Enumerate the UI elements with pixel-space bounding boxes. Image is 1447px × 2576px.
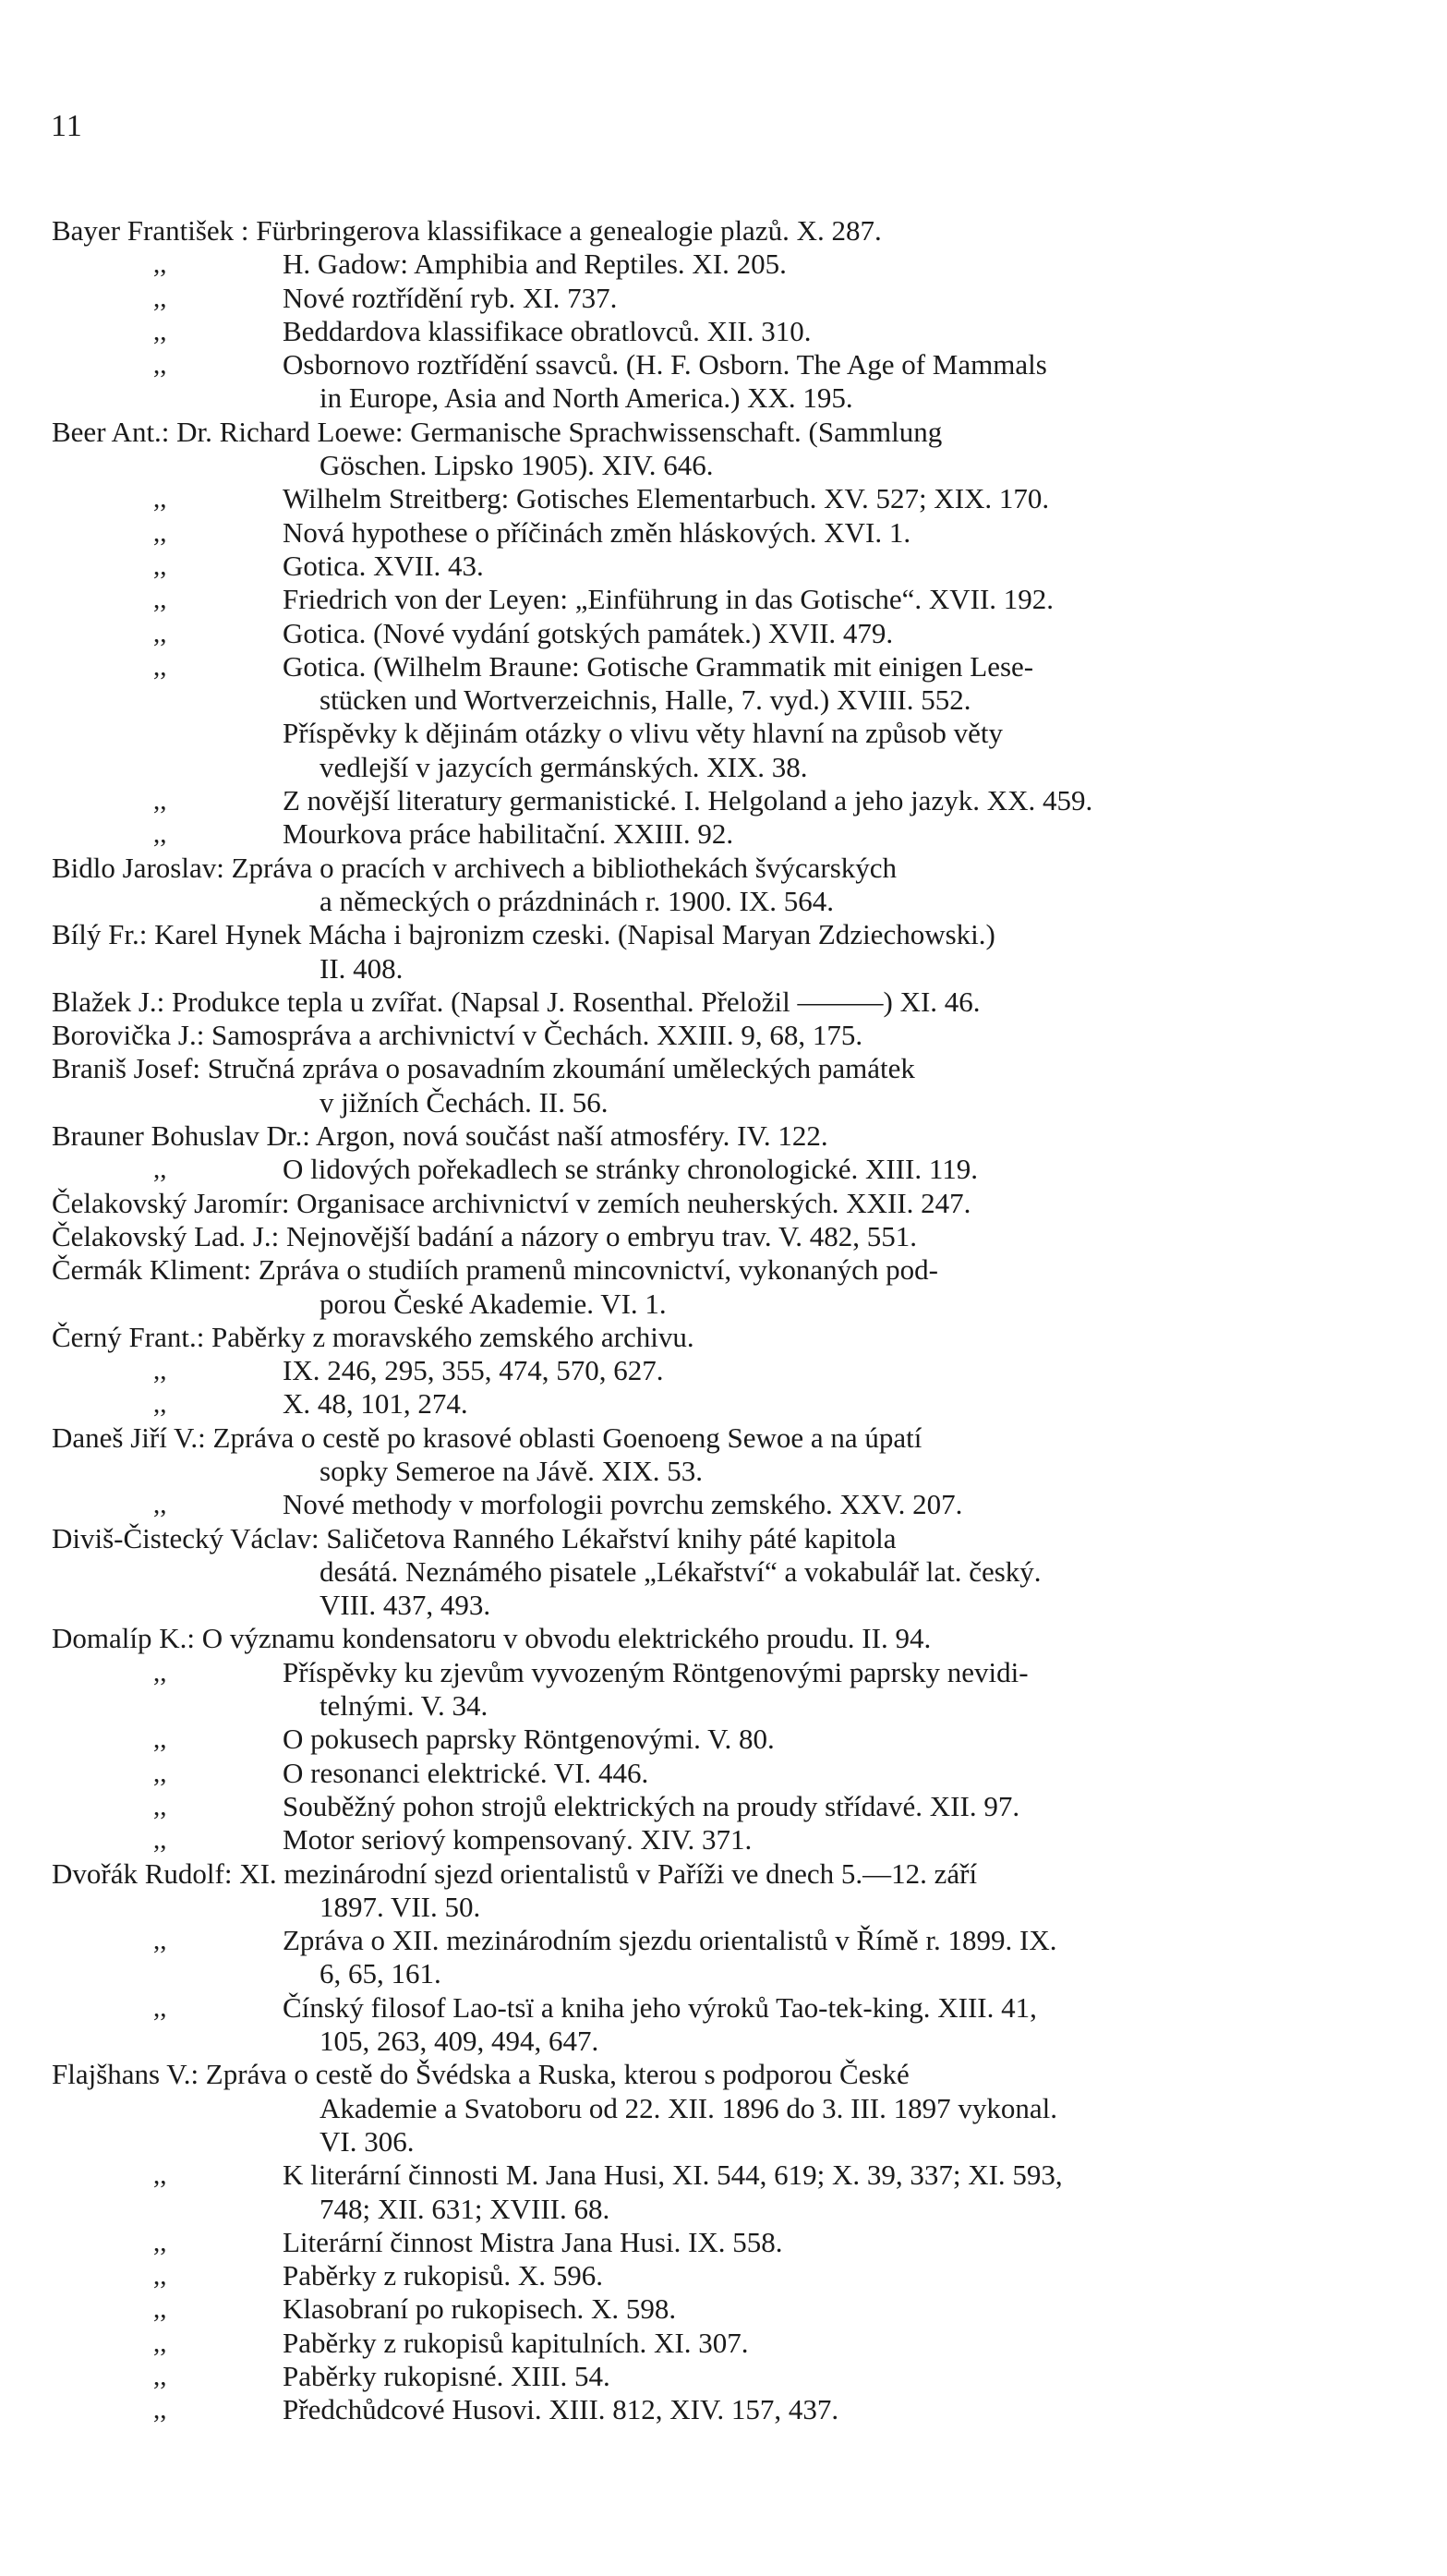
entry-line: in Europe, Asia and North America.) XX. 195. (320, 381, 853, 415)
ditto-mark: ,, (153, 2362, 167, 2391)
entry-line: Göschen. Lipsko 1905). XIV. 646. (320, 449, 714, 482)
sub-entry (52, 2360, 1393, 2393)
entry-line: a německých o prázdninách r. 1900. IX. 564. (320, 884, 834, 917)
entry-line: Brauner Bohuslav Dr.: Argon, nová součást naší atmosféry. IV. 122. (52, 1119, 828, 1153)
sub-entry (52, 348, 1393, 416)
entry-line: v jižních Čechách. II. 56. (320, 1085, 609, 1119)
sub-entry (52, 1488, 1393, 1521)
entry-line: Příspěvky ku zjevům vyvozeným Röntgenovými paprsky nevidi- (283, 1655, 1029, 1688)
author-entry (52, 1052, 1393, 1119)
ditto-mark: ,, (153, 819, 167, 850)
sub-entry (52, 2259, 1393, 2292)
entry-line: Osbornovo roztřídění ssavců. (H. F. Osborn. The Age of Mammals (283, 348, 1047, 381)
ditto-mark: ,, (153, 2227, 167, 2257)
ditto-mark: ,, (153, 2261, 167, 2292)
entry-line: Čermák Kliment: Zpráva o studiích pramenů mincovnictví, vykonaných pod- (52, 1253, 938, 1287)
ditto-mark: ,, (153, 1490, 167, 1520)
entry-line: 6, 65, 161. (320, 1957, 441, 1990)
ditto-mark: ,, (153, 1926, 167, 1956)
ditto-mark: ,, (153, 283, 167, 313)
entry-line: Motor seriový kompensovaný. XIV. 371. (283, 1823, 753, 1856)
entry-line: desátá. Neznámého pisatele „Lékařství“ a vokabulář lat. český. (320, 1554, 1042, 1588)
ditto-mark: ,, (153, 1155, 167, 1185)
ditto-mark: ,, (153, 484, 167, 514)
ditto-mark: ,, (153, 550, 167, 581)
ditto-mark: ,, (153, 2395, 167, 2425)
author-entry (52, 1622, 1393, 1655)
ditto-mark: ,, (153, 585, 167, 615)
entry-line: Nové roztřídění ryb. XI. 737. (283, 281, 618, 314)
ditto-mark: ,, (153, 2328, 167, 2358)
entry-line: Předchůdcové Husovi. XIII. 812, XIV. 157, 437. (283, 2393, 839, 2426)
entry-line: X. 48, 101, 274. (283, 1387, 468, 1421)
sub-entry (52, 2327, 1393, 2360)
entry-line: Bayer František : Fürbringerova klassifikace a genealogie plazů. X. 287. (52, 214, 882, 247)
entry-line: Gotica. (Nové vydání gotských památek.) XVII. 479. (283, 616, 894, 649)
entry-line: Daneš Jiří V.: Zpráva o cestě po krasové oblasti Goenoeng Sewoe a na úpatí (52, 1421, 922, 1454)
author-entry (52, 1187, 1393, 1220)
author-entry (52, 2058, 1393, 2159)
ditto-mark: ,, (153, 249, 167, 280)
author-entry (52, 1253, 1393, 1321)
entry-line: Z novější literatury germanistické. I. Helgoland a jeho jazyk. XX. 459. (283, 784, 1093, 817)
entry-line: IX. 246, 295, 355, 474, 570, 627. (283, 1354, 664, 1387)
sub-entry (52, 2226, 1393, 2259)
entry-line: Nová hypothese o příčinách změn hláskových. XVI. 1. (283, 515, 911, 549)
ditto-mark: ,, (153, 651, 167, 682)
sub-entry (52, 1354, 1393, 1387)
entry-line: O lidových pořekadlech se stránky chronologické. XIII. 119. (283, 1153, 978, 1186)
entry-line: Beer Ant.: Dr. Richard Loewe: Germanische Sprachwissenschaft. (Sammlung (52, 415, 943, 448)
sub-entry (52, 248, 1393, 281)
entry-line: 748; XII. 631; XVIII. 68. (320, 2192, 610, 2225)
entry-line: porou České Akademie. VI. 1. (320, 1287, 667, 1320)
sub-entry (52, 1991, 1393, 2059)
author-entry (52, 986, 1393, 1019)
ditto-mark: ,, (153, 2294, 167, 2325)
entry-line: Příspěvky k dějinám otázky o vlivu věty hlavní na způsob věty (283, 717, 1004, 750)
entry-line: stücken und Wortverzeichnis, Halle, 7. vyd.) XVIII. 552. (320, 683, 971, 717)
sub-entry (52, 650, 1393, 718)
ditto-mark: ,, (153, 1657, 167, 1687)
entry-line: Diviš-Čistecký Václav: Saličetova Ranného Lékařství knihy páté kapitola (52, 1521, 897, 1554)
ditto-mark: ,, (153, 1389, 167, 1420)
entry-line: Gotica. (Wilhelm Braune: Gotische Grammatik mit einigen Lese- (283, 649, 1034, 683)
entry-line: Paběrky rukopisné. XIII. 54. (283, 2360, 610, 2392)
sub-entry (52, 1757, 1393, 1790)
entry-line: Beddardova klassifikace obratlovců. XII. 310. (283, 314, 812, 347)
entry-line: Gotica. XVII. 43. (283, 549, 484, 582)
author-entry (52, 852, 1393, 919)
ditto-mark: ,, (153, 1791, 167, 1821)
sub-entry (52, 1153, 1393, 1186)
sub-entry (52, 482, 1393, 515)
entry-line: Mourkova práce habilitační. XXIII. 92. (283, 817, 734, 851)
sub-entry (52, 516, 1393, 550)
sub-entry (52, 2292, 1393, 2326)
author-entry (52, 214, 1393, 248)
ditto-mark: ,, (153, 618, 167, 648)
ditto-mark: ,, (153, 1992, 167, 2023)
entry-line: telnými. V. 34. (320, 1689, 488, 1723)
sub-entry (52, 617, 1393, 650)
entry-line: Paběrky z rukopisů. X. 596. (283, 2259, 603, 2292)
sub-entry (52, 282, 1393, 315)
sub-entry (52, 784, 1393, 817)
sub-entry (52, 1790, 1393, 1823)
author-entry (52, 1119, 1393, 1153)
entry-line: VI. 306. (320, 2124, 415, 2158)
ditto-mark: ,, (153, 2160, 167, 2191)
entry-line: Blažek J.: Produkce tepla u zvířat. (Napsal J. Rosenthal. Přeložil ———) XI. 46. (52, 985, 981, 1018)
sub-entry (52, 583, 1393, 616)
entry-line: Čelakovský Jaromír: Organisace archivnictví v zemích neuherských. XXII. 247. (52, 1186, 971, 1219)
sub-entry (52, 2159, 1393, 2226)
entry-line: O resonanci elektrické. VI. 446. (283, 1756, 649, 1789)
entry-line: Dvořák Rudolf: XI. mezinárodní sjezd orientalistů v Paříži ve dnech 5.—12. září (52, 1856, 978, 1890)
entry-line: H. Gadow: Amphibia and Reptiles. XI. 205. (283, 248, 787, 281)
entry-line: Bidlo Jaroslav: Zpráva o pracích v archivech a bibliothekách švýcarských (52, 851, 898, 884)
sub-entry (52, 550, 1393, 583)
page-number: 11 (51, 109, 83, 143)
entry-line: Černý Frant.: Paběrky z moravského zemského archivu. (52, 1320, 694, 1353)
sub-entry (52, 315, 1393, 348)
author-entry (52, 416, 1393, 483)
entry-line: O pokusech paprsky Röntgenovými. V. 80. (283, 1723, 775, 1756)
entry-line: Friedrich von der Leyen: „Einführung in das Gotische“. XVII. 192. (283, 583, 1055, 616)
sub-entry (52, 1387, 1393, 1421)
sub-entry (52, 817, 1393, 851)
sub-entry (52, 2393, 1393, 2426)
ditto-mark: ,, (153, 517, 167, 548)
ditto-mark: ,, (153, 350, 167, 381)
author-entry (52, 918, 1393, 986)
author-entry (52, 1019, 1393, 1052)
sub-entry (52, 1823, 1393, 1856)
entry-line: 105, 263, 409, 494, 647. (320, 2025, 599, 2058)
entry-line: 1897. VII. 50. (320, 1890, 481, 1923)
sub-entry (52, 1656, 1393, 1723)
entry-line: Souběžný pohon strojů elektrických na proudy střídavé. XII. 97. (283, 1789, 1020, 1822)
entry-line: Zpráva o XII. mezinárodním sjezdu orientalistů v Římě r. 1899. IX. (283, 1924, 1057, 1957)
entry-line: II. 408. (320, 951, 404, 985)
author-entry (52, 1857, 1393, 1925)
ditto-mark: ,, (153, 1356, 167, 1386)
entry-line: Akademie a Svatoboru od 22. XII. 1896 do 3. III. 1897 vykonal. (320, 2091, 1057, 2124)
entry-line: Wilhelm Streitberg: Gotisches Elementarbuch. XV. 527; XIX. 170. (283, 482, 1050, 515)
entry-line: sopky Semeroe na Jávě. XIX. 53. (320, 1454, 703, 1487)
entry-line: Paběrky z rukopisů kapitulních. XI. 307. (283, 2326, 749, 2359)
entry-line: Klasobraní po rukopisech. X. 598. (283, 2292, 677, 2326)
author-entry (52, 1220, 1393, 1253)
entry-line: Literární činnost Mistra Jana Husi. IX. 558. (283, 2225, 783, 2258)
author-entry (52, 1321, 1393, 1354)
entry-line: Čínský filosof Lao-tsï a kniha jeho výroků Tao-tek-king. XIII. 41, (283, 1990, 1037, 2024)
entry-line: Domalíp K.: O významu kondensatoru v obvodu elektrického proudu. II. 94. (52, 1622, 932, 1655)
entry-line: K literární činnosti M. Jana Husi, XI. 544, 619; X. 39, 337; XI. 593, (283, 2159, 1063, 2192)
ditto-mark: ,, (153, 316, 167, 346)
author-entry (52, 1522, 1393, 1623)
entry-line: vedlejší v jazycích germánských. XIX. 38. (320, 750, 808, 783)
entry-line: Bílý Fr.: Karel Hynek Mácha i bajronizm czeski. (Napisal Maryan Zdziechowski.) (52, 918, 995, 951)
author-index (52, 214, 1393, 2427)
entry-line: VIII. 437, 493. (320, 1589, 491, 1622)
entry-line: Borovička J.: Samospráva a archivnictví v Čechách. XXIII. 9, 68, 175. (52, 1019, 863, 1052)
sub-entry (52, 1924, 1393, 1991)
ditto-mark: ,, (153, 786, 167, 816)
entry-line: Braniš Josef: Stručná zpráva o posavadním zkoumání uměleckých památek (52, 1052, 915, 1085)
sub-entry (52, 1723, 1393, 1756)
author-entry (52, 1421, 1393, 1489)
ditto-mark: ,, (153, 1825, 167, 1856)
entry-line: Flajšhans V.: Zpráva o cestě do Švédska a Ruska, kterou s podporou České (52, 2058, 910, 2091)
entry-line: Nové methody v morfologii povrchu zemského. XXV. 207. (283, 1488, 963, 1521)
entry-line: Čelakovský Lad. J.: Nejnovější badání a názory o embryu trav. V. 482, 551. (52, 1219, 917, 1252)
ditto-mark: ,, (153, 1724, 167, 1755)
sub-entry (52, 717, 1393, 784)
ditto-mark: ,, (153, 1758, 167, 1788)
